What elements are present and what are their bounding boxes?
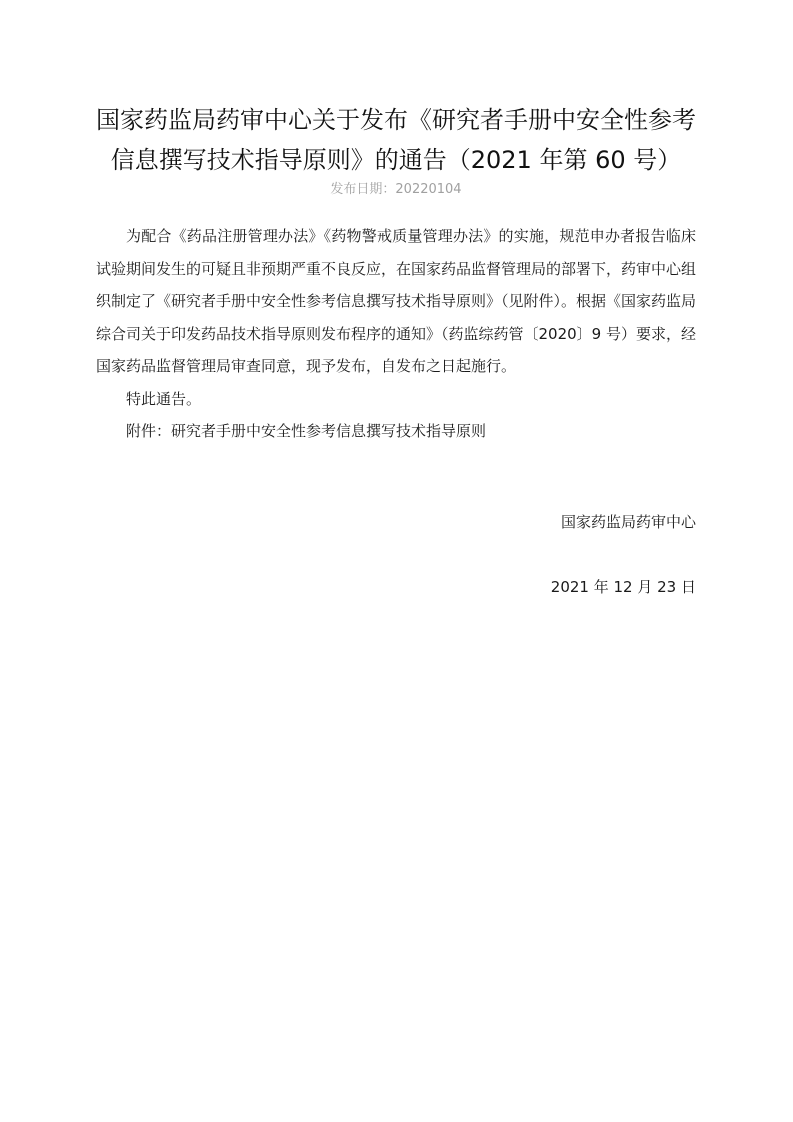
- document-page: [96, 100, 696, 448]
- title-line-1: 国家药监局药审中心关于发布《研究者手册中安全性参考: [96, 106, 696, 134]
- closing-statement: 特此通告。: [126, 389, 202, 408]
- signature-organization: 国家药监局药审中心: [560, 513, 696, 531]
- page-title: [96, 100, 696, 180]
- signature-date: 2021 年 12 月 23 日: [550, 578, 696, 596]
- publish-date: 发布日期：20220104: [330, 182, 462, 197]
- attachment-line: 附件：研究者手册中安全性参考信息撰写技术指导原则: [126, 422, 487, 440]
- notice-body: [96, 220, 696, 448]
- main-paragraph: 为配合《药品注册管理办法》《药物警戒质量管理办法》的实施，规范申办者报告临床试验期间发生的可疑且非预期严重不良反应，在国家药品监督管理局的部署下，药审中心组织制定了《研究者手册中安全性参考信息撰写技术指导原则》（见附件）。根据《国家药监局综合司关于印发药品技术指导原则发布程序的通知》（药监综药管〔2020〕9 号）要求，经国家药品监督管理局审查同意，现予发布，自发布之日起施行。: [96, 227, 697, 375]
- title-line-2: 信息撰写技术指导原则》的通告（2021 年第 60 号）: [110, 146, 682, 174]
